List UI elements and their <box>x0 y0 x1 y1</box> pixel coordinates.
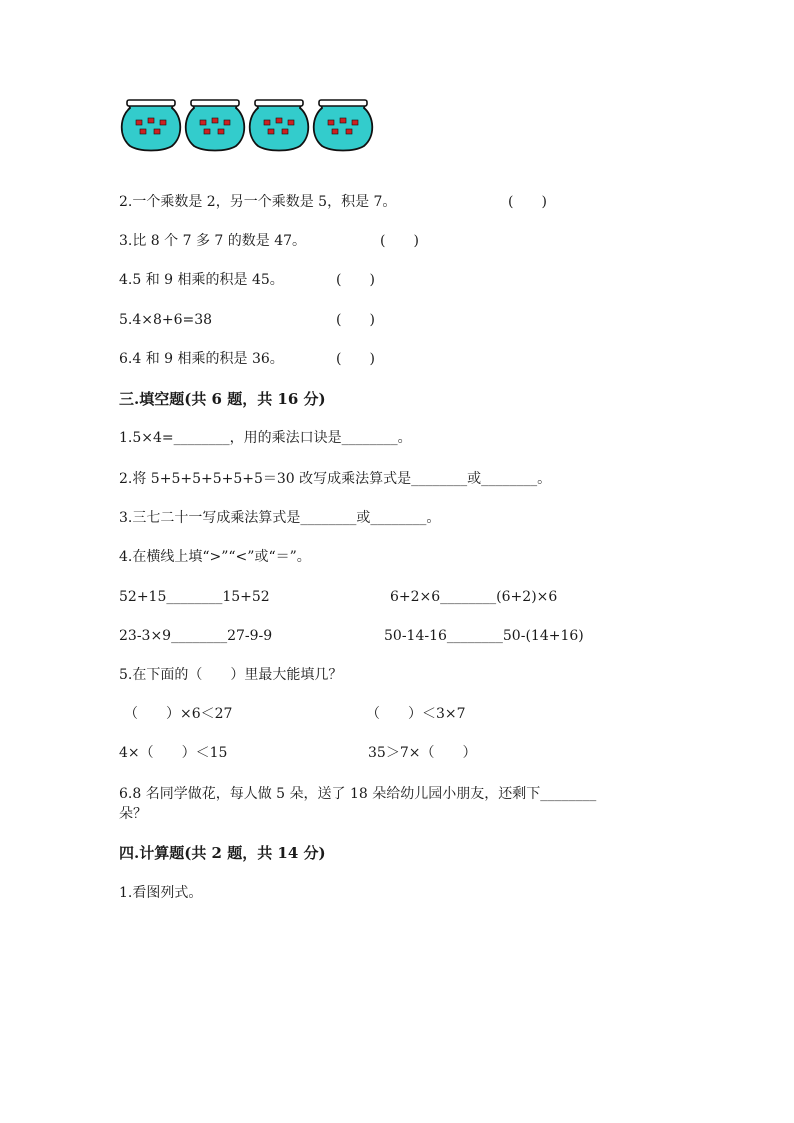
compare-1-right: 6+2×6________(6+2)×6 <box>390 589 558 605</box>
fishbowl-2 <box>186 100 245 151</box>
judge-item-5: 5.4×8+6=38 <box>119 312 213 328</box>
judge-answer-5[interactable]: ( ) <box>336 312 375 328</box>
compare-2-right: 50-14-16________50-(14+16) <box>384 628 584 644</box>
judge-item-6: 6.4 和 9 相乘的积是 36。 <box>119 351 284 367</box>
fill-question-6-line2: 朵？ <box>119 806 147 822</box>
fishbowls-illustration <box>120 96 380 154</box>
fill-question-3: 3.三七二十一写成乘法算式是________或________。 <box>119 510 441 526</box>
max-fill-2-right: 35＞7×（ ） <box>368 745 477 761</box>
calc-question-1: 1.看图列式。 <box>119 885 203 901</box>
judge-answer-6[interactable]: ( ) <box>336 351 375 367</box>
judge-item-2: 2.一个乘数是 2，另一个乘数是 5，积是 7。 <box>119 194 397 210</box>
fill-question-4: 4.在横线上填“>”“<”或“＝”。 <box>119 549 311 565</box>
fishbowl-4 <box>314 100 373 151</box>
section-fill-heading: 三.填空题(共 6 题，共 16 分) <box>119 390 326 408</box>
judge-answer-4[interactable]: ( ) <box>336 272 375 288</box>
fill-question-1: 1.5×4=________，用的乘法口诀是________。 <box>119 430 412 446</box>
max-fill-2-left: 4×（ ）＜15 <box>119 745 228 761</box>
fill-question-6-line1: 6.8 名同学做花，每人做 5 朵，送了 18 朵给幼儿园小朋友，还剩下________ <box>119 786 597 802</box>
judge-item-3: 3.比 8 个 7 多 7 的数是 47。 <box>119 233 307 249</box>
judge-answer-3[interactable]: ( ) <box>380 233 419 249</box>
fishbowl-3 <box>250 100 309 151</box>
fill-question-5: 5.在下面的（ ）里最大能填几？ <box>119 667 343 683</box>
max-fill-1-left: （ ）×6＜27 <box>124 706 233 722</box>
section-calc-heading: 四.计算题(共 2 题，共 14 分) <box>119 844 326 862</box>
fill-question-2: 2.将 5+5+5+5+5+5＝30 改写成乘法算式是________或________。 <box>119 471 552 487</box>
compare-2-left: 23-3×9________27-9-9 <box>119 628 273 644</box>
judge-item-4: 4.5 和 9 相乘的积是 45。 <box>119 272 284 288</box>
fishbowl-1 <box>122 100 181 151</box>
max-fill-1-right: （ ）＜3×7 <box>366 706 466 722</box>
judge-answer-2[interactable]: ( ) <box>508 194 547 210</box>
compare-1-left: 52+15________15+52 <box>119 589 270 605</box>
